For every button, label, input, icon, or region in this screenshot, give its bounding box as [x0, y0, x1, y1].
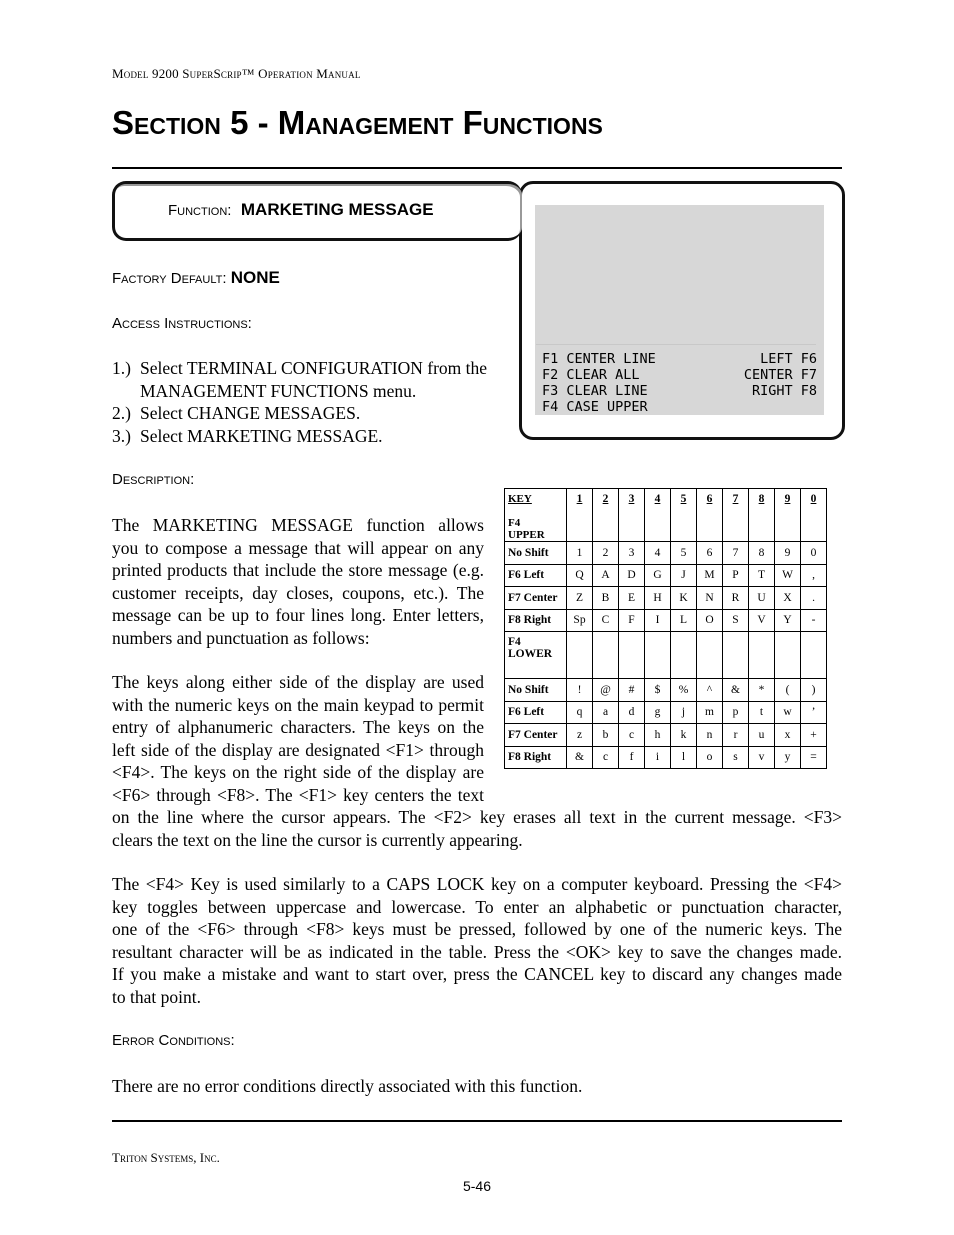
- list-item: MANAGEMENT FUNCTIONS menu.: [140, 380, 417, 401]
- table-cell: Y: [775, 609, 801, 632]
- table-cell: 5: [671, 542, 697, 565]
- error-text: There are no error conditions directly associated with this function.: [112, 1076, 583, 1096]
- table-cell: v: [749, 746, 775, 769]
- table-cell: Z: [567, 587, 593, 610]
- display-right-label: CENTER F7: [743, 367, 817, 383]
- table-cell: .: [801, 587, 827, 610]
- table-cell: [697, 632, 723, 679]
- function-prefix: Function:: [168, 202, 232, 219]
- table-header-row: [505, 489, 827, 542]
- table-cell: &: [567, 746, 593, 769]
- footer-company: Triton Systems, Inc.: [112, 1150, 220, 1165]
- table-cell: =: [801, 746, 827, 769]
- table-cell: Sp: [567, 609, 593, 632]
- table-header-label: [505, 489, 567, 542]
- factory-default-label: Factory Default:: [112, 270, 227, 287]
- list-item: 2.) Select CHANGE MESSAGES.: [112, 403, 361, 423]
- table-cell: J: [671, 564, 697, 587]
- table-row-label: F7 Center: [505, 587, 567, 610]
- access-heading: Access Instructions:: [112, 315, 252, 332]
- section-title: Section 5 - Management Functions: [112, 104, 603, 141]
- table-cell: q: [567, 701, 593, 724]
- table-row: [505, 701, 827, 724]
- display-row: [542, 351, 817, 367]
- table-row: [505, 746, 827, 769]
- table-cell: W: [775, 564, 801, 587]
- table-cell: o: [697, 746, 723, 769]
- table-cell: O: [697, 609, 723, 632]
- key-mapping-table: [504, 488, 827, 769]
- table-cell: I: [645, 609, 671, 632]
- table-cell: [801, 632, 827, 679]
- table-cell: S: [723, 609, 749, 632]
- table-cell: *: [749, 679, 775, 702]
- table-cell: [671, 632, 697, 679]
- description-para-3: The <F4> Key is used similarly to a CAPS LOCK key on a computer keyboard. Pressing the <F4> key toggles between uppercase and lowercase. To enter an alphabetic or punctuation character, one of the <F6> through <F8> keys must be pressed, followed by one of the numeric keys. The resultant character will be as indicated in the table. Press the <OK> key to save the changes made. If you make a mistake and want to start over, press the CANCEL key to discard any changes made to that point.: [112, 874, 842, 1007]
- table-cell: t: [749, 701, 775, 724]
- table-cell: 2: [593, 542, 619, 565]
- table-cell: s: [723, 746, 749, 769]
- table-cell: [593, 632, 619, 679]
- description-heading: Description:: [112, 471, 195, 488]
- upper-label-text: F4 UPPER: [508, 517, 545, 541]
- error-heading: Error Conditions:: [112, 1032, 235, 1049]
- table-cell: !: [567, 679, 593, 702]
- display-left-label: F2 CLEAR ALL: [542, 367, 640, 383]
- access-steps: [112, 357, 487, 447]
- display-row: [542, 383, 817, 399]
- table-cell: P: [723, 564, 749, 587]
- list-item: 1.) Select TERMINAL CONFIGURATION from the: [112, 358, 488, 378]
- table-cell: z: [567, 724, 593, 747]
- factory-default-value: NONE: [230, 268, 280, 287]
- table-cell: l: [671, 746, 697, 769]
- table-cell: h: [645, 724, 671, 747]
- table-cell: g: [645, 701, 671, 724]
- table-cell: w: [775, 701, 801, 724]
- table-header-cell: 7: [723, 489, 749, 542]
- table-cell: -: [801, 609, 827, 632]
- page-number: 5-46: [462, 1178, 492, 1194]
- table-cell: Q: [567, 564, 593, 587]
- table-cell: 0: [801, 542, 827, 565]
- table-cell: G: [645, 564, 671, 587]
- table-cell: U: [749, 587, 775, 610]
- table-cell: 6: [697, 542, 723, 565]
- table-cell: 9: [775, 542, 801, 565]
- footer-rule: [112, 1120, 842, 1122]
- table-cell: K: [671, 587, 697, 610]
- table-cell: T: [749, 564, 775, 587]
- table-row: [505, 587, 827, 610]
- table-cell: #: [619, 679, 645, 702]
- table-cell: i: [645, 746, 671, 769]
- key-header-text: KEY: [508, 493, 532, 505]
- display-right-label: LEFT F6: [760, 351, 817, 367]
- display-left-label: F4 CASE UPPER: [542, 399, 648, 415]
- table-cell: n: [697, 724, 723, 747]
- table-cell: c: [619, 724, 645, 747]
- table-cell: H: [645, 587, 671, 610]
- table-cell: R: [723, 587, 749, 610]
- table-cell: F: [619, 609, 645, 632]
- factory-default: [112, 268, 280, 288]
- table-cell: %: [671, 679, 697, 702]
- table-header-cell: 3: [619, 489, 645, 542]
- table-header-cell: 5: [671, 489, 697, 542]
- display-right-label: RIGHT F8: [751, 383, 817, 399]
- table-cell: m: [697, 701, 723, 724]
- header-rule: [112, 167, 842, 169]
- table-cell: D: [619, 564, 645, 587]
- lower-label-cell: [505, 632, 567, 679]
- display-left-label: F1 CENTER LINE: [542, 351, 656, 367]
- list-item: 3.) Select MARKETING MESSAGE.: [112, 425, 383, 446]
- table-cell: A: [593, 564, 619, 587]
- table-cell: B: [593, 587, 619, 610]
- table-cell: 8: [749, 542, 775, 565]
- table-row-label: No Shift: [505, 679, 567, 702]
- table-cell: $: [645, 679, 671, 702]
- table-header-cell: 9: [775, 489, 801, 542]
- table-row-label: F6 Left: [505, 701, 567, 724]
- table-cell: @: [593, 679, 619, 702]
- table-header-cell: 0: [801, 489, 827, 542]
- table-cell: b: [593, 724, 619, 747]
- function-label: [168, 200, 434, 220]
- table-cell: 7: [723, 542, 749, 565]
- table-cell: X: [775, 587, 801, 610]
- display-left-label: F3 CLEAR LINE: [542, 383, 648, 399]
- table-cell: ^: [697, 679, 723, 702]
- table-cell: [775, 632, 801, 679]
- table-cell: 3: [619, 542, 645, 565]
- table-row-label: No Shift: [505, 542, 567, 565]
- table-header-cell: 2: [593, 489, 619, 542]
- table-cell: r: [723, 724, 749, 747]
- table-header-cell: 1: [567, 489, 593, 542]
- table-cell: u: [749, 724, 775, 747]
- table-row: [505, 724, 827, 747]
- table-cell: y: [775, 746, 801, 769]
- table-cell: +: [801, 724, 827, 747]
- display-row: [542, 399, 817, 415]
- table-cell: N: [697, 587, 723, 610]
- table-cell: a: [593, 701, 619, 724]
- table-cell: ’: [801, 701, 827, 724]
- table-cell: c: [593, 746, 619, 769]
- table-cell: k: [671, 724, 697, 747]
- table-cell: [749, 632, 775, 679]
- running-head: Model 9200 SuperScrip™ Operation Manual: [112, 66, 361, 81]
- screen-divider: [536, 344, 816, 345]
- table-row: [505, 564, 827, 587]
- table-cell: M: [697, 564, 723, 587]
- table-cell: E: [619, 587, 645, 610]
- table-cell: [645, 632, 671, 679]
- function-name: MARKETING MESSAGE: [240, 200, 434, 219]
- table-row: [505, 609, 827, 632]
- table-row-label: F8 Right: [505, 746, 567, 769]
- table-header-cell: 8: [749, 489, 775, 542]
- table-cell: V: [749, 609, 775, 632]
- table-cell: p: [723, 701, 749, 724]
- table-header-cell: 4: [645, 489, 671, 542]
- table-row-label: F6 Left: [505, 564, 567, 587]
- table-row-label: F8 Right: [505, 609, 567, 632]
- table-header-cell: 6: [697, 489, 723, 542]
- table-cell: [567, 632, 593, 679]
- table-cell: j: [671, 701, 697, 724]
- table-cell: f: [619, 746, 645, 769]
- table-cell: 1: [567, 542, 593, 565]
- table-cell: 4: [645, 542, 671, 565]
- table-section-row: [505, 632, 827, 679]
- table-row: [505, 679, 827, 702]
- table-cell: L: [671, 609, 697, 632]
- table-cell: [723, 632, 749, 679]
- table-cell: ): [801, 679, 827, 702]
- table-cell: ,: [801, 564, 827, 587]
- description-para-2: The keys along either side of the display are used with the numeric keys on the main keypad to permit entry of alphanumeric characters. The keys on the left side of the display are designated <F1> through <F4>. The keys on the right side of the display are <F6> through <F8>. The <F1> key centers the text on the line where the cursor appears. The <F2> key erases all text in the current message. <F3> clears the text on the line the cursor is currently appearing.: [112, 672, 842, 850]
- table-cell: [619, 632, 645, 679]
- table-cell: &: [723, 679, 749, 702]
- table-cell: d: [619, 701, 645, 724]
- table-row-label: F7 Center: [505, 724, 567, 747]
- table-cell: x: [775, 724, 801, 747]
- display-row: [542, 367, 817, 383]
- table-cell: (: [775, 679, 801, 702]
- description-para-1: The MARKETING MESSAGE function allows you to compose a message that will appear on any printed products that include the store message (e.g. customer receipts, day closes, coupons, etc.). The message can be up to four lines long. Enter letters, numbers and punctuation as follows:: [112, 515, 484, 648]
- lower-label-text: F4 LOWER: [508, 636, 553, 660]
- table-cell: C: [593, 609, 619, 632]
- table-row: [505, 542, 827, 565]
